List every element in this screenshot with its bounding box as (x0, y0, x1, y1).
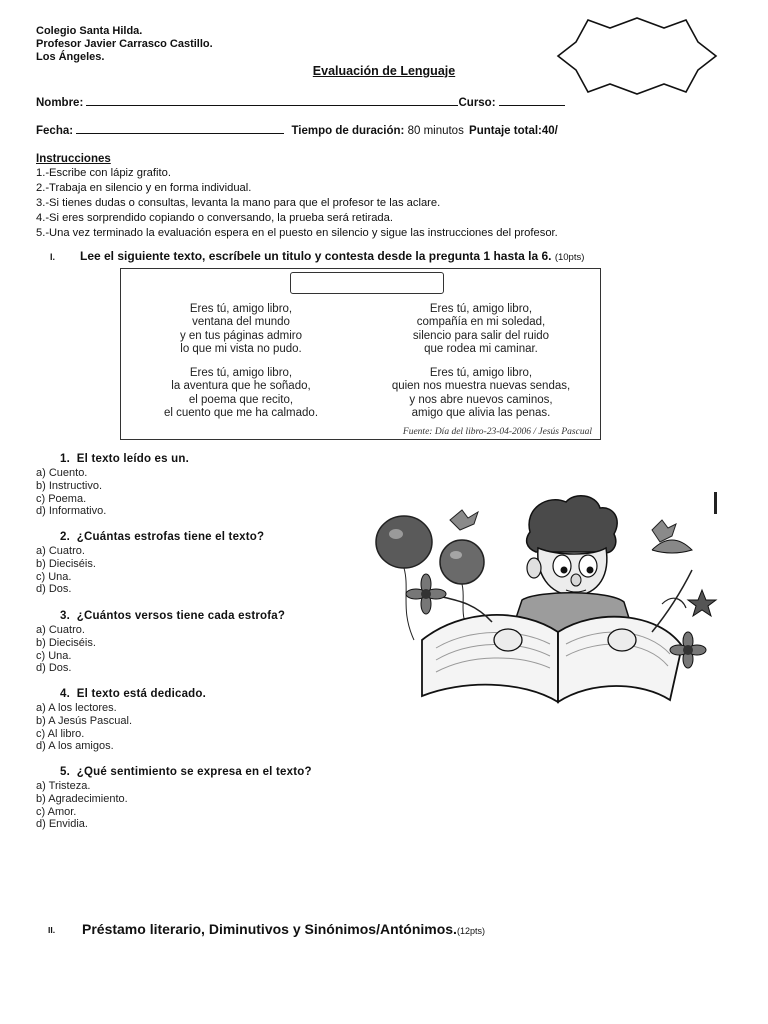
answer-option[interactable]: c) Una. (36, 649, 72, 662)
question-number: 4. (60, 688, 70, 700)
poem-source: Fuente: Día del libro-23-04-2006 / Jesús Pascual (402, 427, 592, 437)
poem-verse: y nos abre nuevos caminos, (409, 393, 553, 406)
boy-reading-book-illustration (352, 490, 718, 705)
name-label: Nombre: (36, 97, 84, 109)
question-text: El texto leído es un. (76, 453, 189, 465)
section-1-number: I. (50, 252, 56, 262)
instruction-item: 5.-Una vez terminado la evaluación espera en el puesto en silencio y sigue las instrucciones del profesor. (36, 227, 558, 239)
poem-verse: Eres tú, amigo libro, (429, 303, 533, 315)
answer-option[interactable]: d) Dos. (36, 583, 72, 596)
question-4 (60, 688, 206, 700)
question-2 (60, 531, 264, 543)
answer-option[interactable]: c) Poema. (36, 492, 87, 505)
section-1-heading (50, 249, 584, 263)
answer-option[interactable]: d) A los amigos. (36, 740, 114, 753)
poem-verse: y en tus páginas admiro (179, 329, 303, 342)
name-field[interactable] (86, 95, 458, 106)
answer-option[interactable]: c) Al libro. (36, 727, 85, 740)
date-label: Fecha: (36, 125, 74, 137)
instructions-heading: Instrucciones (36, 153, 111, 165)
answer-option[interactable]: d) Envidia. (36, 818, 88, 831)
poem-verse: silencio para salir del ruido (412, 329, 550, 342)
answer-option[interactable]: a) Cuatro. (36, 545, 85, 557)
course-field[interactable] (499, 95, 565, 106)
question-1-options (36, 467, 106, 518)
instruction-item: 3.-Si tienes dudas o consultas, levanta la mano para que el profesor te las aclare. (36, 197, 441, 209)
section-2-number: II. (48, 924, 56, 935)
date-field[interactable] (76, 123, 284, 134)
answer-option[interactable]: a) Cuatro. (36, 624, 85, 636)
poem-stanza (361, 367, 601, 421)
answer-option[interactable]: a) Cuento. (36, 467, 88, 479)
section-2-heading (48, 921, 485, 939)
question-3-options (36, 624, 96, 675)
teacher-name: Profesor Javier Carrasco Castillo. (36, 38, 213, 50)
poem-verse: quien nos muestra nuevas sendas, (391, 380, 571, 393)
question-number: 3. (60, 610, 70, 622)
answer-option[interactable]: a) Tristeza. (36, 780, 91, 792)
answer-option[interactable]: b) Instructivo. (36, 479, 103, 492)
question-text: ¿Cuántos versos tiene cada estrofa? (76, 610, 286, 622)
poem-verse: que rodea mi caminar. (424, 343, 538, 356)
section-1-text: Lee el siguiente texto, escríbele un titulo y contesta desde la pregunta 1 hasta la 6. (80, 249, 552, 263)
name-field-row (36, 95, 565, 109)
duration-label: Tiempo de duración: (291, 125, 405, 137)
duration-value: 80 minutos (407, 125, 464, 137)
question-number: 5. (60, 766, 70, 778)
question-text: ¿Qué sentimiento se expresa en el texto? (76, 766, 312, 778)
question-4-options (36, 702, 132, 753)
poem-verse: el cuento que me ha calmado. (163, 407, 319, 420)
poem-verse: compañía en mi soledad, (416, 316, 546, 329)
poem-verse: amigo que alivia las penas. (411, 407, 551, 420)
question-1 (60, 453, 189, 465)
poem-verse: Eres tú, amigo libro, (189, 367, 293, 379)
poem-stanza (361, 303, 601, 357)
poem-verse: Eres tú, amigo libro, (429, 367, 533, 379)
question-number: 1. (60, 453, 70, 465)
question-text: El texto está dedicado. (76, 688, 207, 700)
answer-option[interactable]: c) Una. (36, 570, 72, 583)
answer-option[interactable]: c) Amor. (36, 805, 77, 818)
page-title: Evaluación de Lenguaje (312, 64, 456, 78)
score-label: Puntaje total:40/ (469, 125, 558, 137)
question-number: 2. (60, 531, 70, 543)
date-field-row (36, 123, 558, 137)
question-3 (60, 610, 285, 622)
answer-option[interactable]: d) Dos. (36, 662, 72, 675)
instruction-item: 2.-Trabaja en silencio y en forma individual. (36, 182, 252, 194)
answer-option[interactable]: b) Agradecimiento. (36, 792, 128, 805)
poem-verse: ventana del mundo (192, 316, 290, 329)
section-2-text: Préstamo literario, Diminutivos y Sinónimos/Antónimos. (82, 921, 457, 937)
poem-stanza (121, 367, 361, 421)
question-text: ¿Cuántas estrofas tiene el texto? (76, 531, 265, 543)
school-name: Colegio Santa Hilda. (36, 25, 143, 37)
answer-option[interactable]: b) A Jesús Pascual. (36, 714, 132, 727)
course-label: Curso: (458, 97, 496, 109)
poem-title-input[interactable] (290, 272, 444, 294)
poem-verse: lo que mi vista no pudo. (180, 343, 302, 356)
instruction-item: 4.-Si eres sorprendido copiando o conversando, la prueba será retirada. (36, 212, 393, 224)
answer-option[interactable]: d) Informativo. (36, 505, 107, 518)
poem-verse: Eres tú, amigo libro, (189, 303, 293, 315)
instruction-item: 1.-Escribe con lápiz grafito. (36, 167, 171, 179)
section-2-points: (12pts) (456, 926, 485, 936)
question-5-options (36, 780, 128, 831)
answer-option[interactable]: a) A los lectores. (36, 702, 117, 714)
section-1-points: (10pts) (554, 252, 585, 263)
star-stamp-icon (548, 16, 726, 96)
poem-verse: el poema que recito, (188, 393, 294, 406)
poem-verse: la aventura que he soñado, (171, 380, 311, 393)
answer-option[interactable]: b) Dieciséis. (36, 557, 96, 570)
question-5 (60, 766, 312, 778)
poem-stanza (121, 303, 361, 357)
question-2-options (36, 545, 96, 596)
city-name: Los Ángeles. (36, 51, 105, 63)
answer-option[interactable]: b) Dieciséis. (36, 636, 96, 649)
